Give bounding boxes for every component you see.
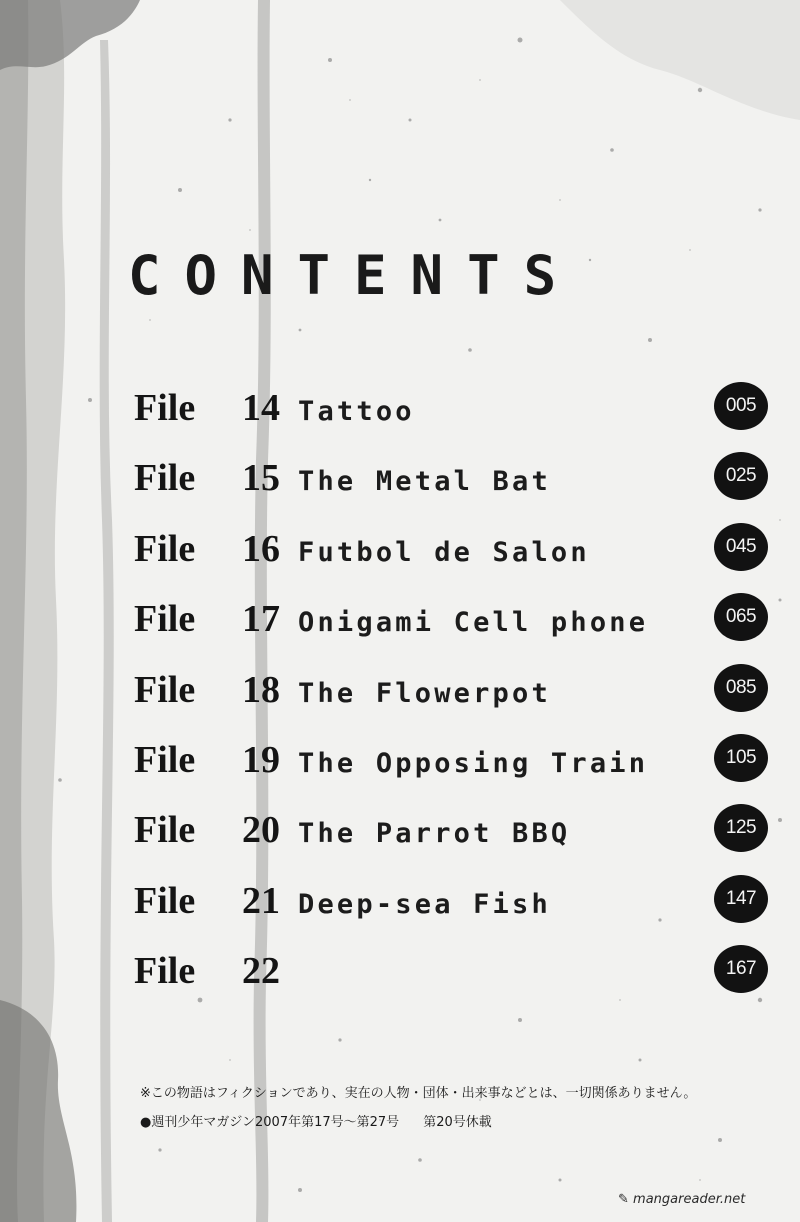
story-title: Deep-sea Fish — [298, 888, 551, 920]
page-number-badge: 085 — [714, 664, 768, 712]
toc-entry — [134, 804, 774, 874]
page-number-badge: 125 — [714, 804, 768, 852]
contents-title: CONTENTS — [128, 244, 581, 307]
story-title: Futbol de Salon — [298, 536, 590, 568]
file-word: File — [134, 527, 196, 570]
file-word: File — [134, 457, 196, 500]
story-title: Tattoo — [298, 396, 415, 427]
file-word: File — [134, 668, 196, 711]
page-number-badge: 105 — [714, 734, 768, 782]
file-label — [134, 456, 280, 500]
file-number: 22 — [242, 950, 280, 993]
table-of-contents — [134, 382, 774, 1016]
file-label — [134, 738, 280, 782]
page-number-badge: 147 — [714, 875, 768, 923]
file-number: 18 — [242, 668, 280, 711]
file-word: File — [134, 879, 196, 922]
hiatus-note: 第20号休載 — [423, 1115, 492, 1130]
file-number: 14 — [242, 387, 280, 429]
file-number: 16 — [242, 527, 280, 570]
toc-entry — [134, 523, 774, 593]
file-word: File — [134, 738, 196, 781]
toc-entry — [134, 945, 774, 1015]
file-label — [134, 597, 280, 641]
watermark-text: mangareader.net — [633, 1192, 746, 1207]
file-number: 19 — [242, 738, 280, 781]
file-label — [134, 808, 280, 852]
watermark-icon: ✎ — [618, 1192, 629, 1207]
toc-entry — [134, 734, 774, 804]
file-word: File — [134, 950, 196, 993]
story-title: The Flowerpot — [298, 677, 551, 709]
file-word: File — [134, 387, 196, 429]
site-watermark — [618, 1192, 745, 1207]
page-number-badge: 065 — [714, 593, 768, 641]
fiction-disclaimer: ※この物語はフィクションであり、実在の人物・団体・出来事などとは、一切関係ありません。 — [140, 1086, 697, 1101]
file-label — [134, 527, 280, 571]
page-number-badge: 167 — [714, 945, 768, 993]
file-number: 17 — [242, 598, 280, 641]
page-number-badge: 005 — [714, 382, 768, 430]
toc-entry — [134, 593, 774, 663]
toc-entry — [134, 875, 774, 945]
page-number-badge: 045 — [714, 523, 768, 571]
toc-entry — [134, 664, 774, 734]
serialization-info — [140, 1114, 492, 1132]
file-label — [134, 879, 280, 923]
story-title: The Metal Bat — [298, 466, 551, 498]
file-label — [134, 949, 280, 993]
file-label — [134, 386, 280, 430]
page-number-badge: 025 — [714, 452, 768, 500]
story-title: Onigami Cell phone — [298, 607, 649, 639]
file-number: 20 — [242, 809, 280, 852]
serialization-issues: ●週刊少年マガジン2007年第17号〜第27号 — [140, 1115, 400, 1130]
file-word: File — [134, 598, 196, 641]
file-number: 21 — [242, 879, 280, 922]
toc-entry — [134, 382, 774, 452]
story-title: The Parrot BBQ — [298, 818, 571, 850]
toc-entry — [134, 452, 774, 522]
file-label — [134, 668, 280, 712]
file-word: File — [134, 809, 196, 852]
file-number: 15 — [242, 457, 280, 500]
story-title: The Opposing Train — [298, 747, 649, 779]
